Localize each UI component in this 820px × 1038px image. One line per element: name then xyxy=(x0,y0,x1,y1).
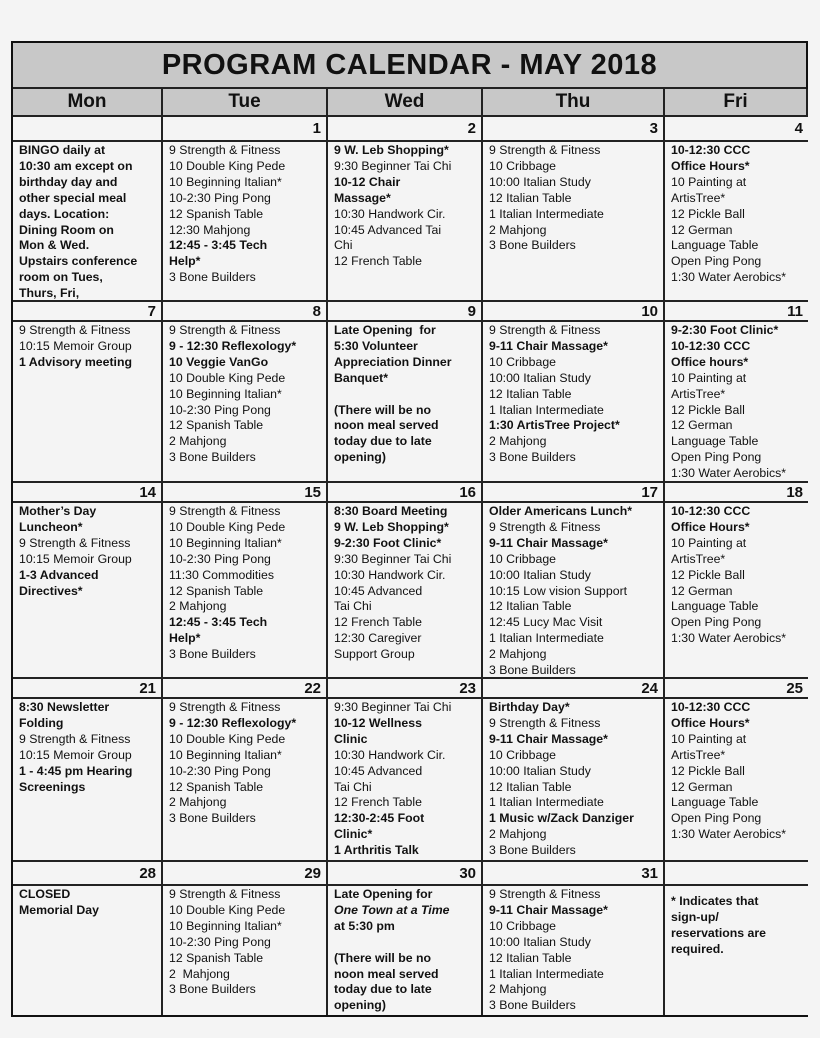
date-cell-fri: 25 xyxy=(665,679,808,699)
event-line: opening) xyxy=(334,450,386,465)
event-line: 9:30 Beginner Tai Chi xyxy=(334,551,452,566)
event-line: 10:00 Italian Study xyxy=(489,567,591,582)
event-line: Late Opening for xyxy=(334,323,436,337)
event-line: 10-12 Chair xyxy=(334,174,401,189)
event-line: Support Group xyxy=(334,647,415,662)
day-events-fri xyxy=(665,699,808,862)
event-line: 1 Arthritis Talk xyxy=(334,843,419,858)
event-line: 1:30 Water Aerobics* xyxy=(671,827,787,842)
date-cell-thu: 31 xyxy=(483,862,665,886)
event-line: Appreciation Dinner xyxy=(334,354,452,369)
date-cell-tue: 15 xyxy=(163,483,328,503)
event-line: 9 Strength & Fitness xyxy=(169,504,281,518)
event-line: Upstairs conference xyxy=(19,254,138,269)
day-events-tue xyxy=(163,886,328,1015)
event-line: 3 Bone Builders xyxy=(489,238,576,253)
event-line: ArtisTree* xyxy=(671,551,726,566)
day-events-wed xyxy=(328,322,483,483)
event-line: 12 Pickle Ball xyxy=(671,567,745,582)
event-line: 12:30 Caregiver xyxy=(334,631,422,646)
date-cell-tue: 22 xyxy=(163,679,328,699)
event-line: 10:45 Advanced xyxy=(334,763,423,778)
event-line: 10:15 Memoir Group xyxy=(19,338,132,353)
event-line: 9 W. Leb Shopping* xyxy=(334,519,449,534)
event-line: 10 Double King Pede xyxy=(169,158,286,173)
event-line: 1 Italian Intermediate xyxy=(489,966,604,981)
event-line: at 5:30 pm xyxy=(334,918,395,933)
event-line: noon meal served xyxy=(334,966,439,981)
event-line: 10:15 Memoir Group xyxy=(19,551,132,566)
event-line: 12 Italian Table xyxy=(489,779,572,794)
event-line: Help* xyxy=(169,631,201,646)
event-line: 10:45 Advanced Tai xyxy=(334,222,442,237)
day-events-wed xyxy=(328,142,483,302)
event-line: 10:15 Memoir Group xyxy=(19,747,132,762)
event-line: Screenings xyxy=(19,779,86,794)
date-cell-mon: 28 xyxy=(13,862,163,886)
event-line: 10 Double King Pede xyxy=(169,370,286,385)
event-line: 9-11 Chair Massage* xyxy=(489,902,608,917)
event-line: 10 Beginning Italian* xyxy=(169,386,282,401)
date-cell-fri xyxy=(665,862,808,886)
event-line: Late Opening for xyxy=(334,887,433,901)
event-line: Clinic xyxy=(334,731,368,746)
event-line: 10 Painting at xyxy=(671,370,747,385)
event-line: 12 Spanish Table xyxy=(169,950,264,965)
day-events-mon xyxy=(13,886,163,1015)
event-line: noon meal served xyxy=(334,418,439,433)
day-header-mon: Mon xyxy=(13,89,163,117)
event-line: birthday day and xyxy=(19,174,118,189)
event-line: 12 Spanish Table xyxy=(169,583,264,598)
event-line: ArtisTree* xyxy=(671,386,726,401)
event-line: 3 Bone Builders xyxy=(169,270,256,285)
date-cell-wed: 2 xyxy=(328,117,483,142)
event-line: Mother’s Day xyxy=(19,504,97,518)
event-line: 1 - 4:45 pm Hearing xyxy=(19,763,133,778)
day-events-thu xyxy=(483,142,665,302)
event-line: 12 German xyxy=(671,779,733,794)
event-line: 9-2:30 Foot Clinic* xyxy=(334,535,442,550)
date-cell-tue: 1 xyxy=(163,117,328,142)
event-line: 12 Italian Table xyxy=(489,190,572,205)
event-line: Older Americans Lunch* xyxy=(489,504,633,518)
event-line: 10:00 Italian Study xyxy=(489,370,591,385)
event-line: (There will be no xyxy=(334,950,432,965)
event-line: CLOSED xyxy=(19,887,71,901)
event-line: ArtisTree* xyxy=(671,190,726,205)
event-line: 12 Pickle Ball xyxy=(671,206,745,221)
event-line: 1 Advisory meeting xyxy=(19,354,132,369)
event-line: Language Table xyxy=(671,795,759,810)
event-line: 2 Mahjong xyxy=(169,795,227,810)
event-line: * Indicates that xyxy=(671,894,759,908)
event-line: Language Table xyxy=(671,238,759,253)
event-line: opening) xyxy=(334,998,386,1013)
event-line: 3 Bone Builders xyxy=(489,450,576,465)
day-events-mon xyxy=(13,142,163,302)
event-line: 10 Cribbage xyxy=(489,747,556,762)
event-line: 10 Cribbage xyxy=(489,918,556,933)
event-line: Tai Chi xyxy=(334,779,372,794)
event-line: 12:30 Mahjong xyxy=(169,222,251,237)
event-line: 3 Bone Builders xyxy=(169,450,256,465)
day-events-thu xyxy=(483,322,665,483)
event-line: 10:30 am except on xyxy=(19,158,133,173)
event-line: 2 Mahjong xyxy=(169,966,230,981)
event-line: 10-2:30 Ping Pong xyxy=(169,934,271,949)
event-line: 10:00 Italian Study xyxy=(489,174,591,189)
event-line: 3 Bone Builders xyxy=(489,843,576,858)
event-line: 10 Double King Pede xyxy=(169,731,286,746)
day-header-fri: Fri xyxy=(665,89,808,117)
event-line: 10 Beginning Italian* xyxy=(169,918,282,933)
event-line: 9 Strength & Fitness xyxy=(169,887,281,901)
calendar-grid xyxy=(13,89,806,1015)
event-line: 10 Beginning Italian* xyxy=(169,174,282,189)
event-line: 1:30 Water Aerobics* xyxy=(671,270,787,285)
event-line: 1 Italian Intermediate xyxy=(489,402,604,417)
event-line: 10 Painting at xyxy=(671,731,747,746)
date-cell-wed: 23 xyxy=(328,679,483,699)
event-line: 3 Bone Builders xyxy=(169,982,256,997)
day-events-tue xyxy=(163,503,328,679)
event-line: 9 Strength & Fitness xyxy=(169,143,281,157)
event-line: 1 Italian Intermediate xyxy=(489,206,604,221)
day-events-fri xyxy=(665,142,808,302)
event-line: 10:00 Italian Study xyxy=(489,763,591,778)
event-line: 9 Strength & Fitness xyxy=(19,535,131,550)
event-line: required. xyxy=(671,941,724,956)
event-line: Tai Chi xyxy=(334,599,372,614)
event-line: 1 Italian Intermediate xyxy=(489,795,604,810)
event-line: 9 Strength & Fitness xyxy=(489,519,601,534)
event-line: 10 Cribbage xyxy=(489,158,556,173)
event-line: 12 Pickle Ball xyxy=(671,402,745,417)
event-line: 10 Painting at xyxy=(671,174,747,189)
event-line: 10:30 Handwork Cir. xyxy=(334,206,446,221)
event-line: 2 Mahjong xyxy=(489,647,547,662)
date-cell-tue: 29 xyxy=(163,862,328,886)
event-line: 10-12:30 CCC xyxy=(671,504,751,518)
event-line: 5:30 Volunteer xyxy=(334,338,418,353)
day-events-fri xyxy=(665,886,808,1015)
event-line: 10-12:30 CCC xyxy=(671,700,751,714)
event-line: 10:00 Italian Study xyxy=(489,934,591,949)
day-events-thu xyxy=(483,503,665,679)
event-line: 8:30 Newsletter xyxy=(19,700,110,714)
day-events-mon xyxy=(13,322,163,483)
event-line: Memorial Day xyxy=(19,902,99,917)
event-line: 9 Strength & Fitness xyxy=(169,323,281,337)
event-line: 3 Bone Builders xyxy=(489,998,576,1013)
event-line: 10-12:30 CCC xyxy=(671,338,751,353)
event-line: Clinic* xyxy=(334,827,373,842)
event-line: 9 Strength & Fitness xyxy=(489,715,601,730)
day-header-wed: Wed xyxy=(328,89,483,117)
event-line: 9 Strength & Fitness xyxy=(489,143,601,157)
event-line: BINGO daily at xyxy=(19,143,106,157)
day-events-tue xyxy=(163,699,328,862)
event-line: 1:30 ArtisTree Project* xyxy=(489,418,620,433)
event-line: (There will be no xyxy=(334,402,432,417)
event-line: 12 German xyxy=(671,222,733,237)
calendar-title: PROGRAM CALENDAR - MAY 2018 xyxy=(13,43,806,89)
event-line: Mon & Wed. xyxy=(19,238,90,253)
day-header-tue: Tue xyxy=(163,89,328,117)
event-line: Chi xyxy=(334,238,353,253)
day-events-fri xyxy=(665,322,808,483)
event-line: 2 Mahjong xyxy=(489,982,547,997)
event-line: 12 Italian Table xyxy=(489,599,572,614)
date-cell-fri: 4 xyxy=(665,117,808,142)
event-line: sign-up/ xyxy=(671,909,719,924)
event-line: 1-3 Advanced xyxy=(19,567,99,582)
day-events-thu xyxy=(483,886,665,1015)
event-line: 10-2:30 Ping Pong xyxy=(169,190,271,205)
event-line: 10 Double King Pede xyxy=(169,519,286,534)
event-line: 12:30-2:45 Foot xyxy=(334,811,425,826)
event-line: 10 Beginning Italian* xyxy=(169,747,282,762)
event-line: 12 French Table xyxy=(334,254,422,269)
date-cell-thu: 10 xyxy=(483,302,665,322)
event-line: 10 Cribbage xyxy=(489,354,556,369)
event-line: 9 Strength & Fitness xyxy=(169,700,281,714)
date-cell-fri: 11 xyxy=(665,302,808,322)
event-line: One Town at a Time xyxy=(334,902,450,917)
event-line: reservations are xyxy=(671,925,767,940)
event-line: 10:30 Handwork Cir. xyxy=(334,747,446,762)
day-events-tue xyxy=(163,142,328,302)
event-line: 10-2:30 Ping Pong xyxy=(169,402,271,417)
day-header-thu: Thu xyxy=(483,89,665,117)
event-line: Open Ping Pong xyxy=(671,811,762,826)
event-line: 9:30 Beginner Tai Chi xyxy=(334,700,452,714)
event-line: Dining Room on xyxy=(19,222,114,237)
event-line: 10-12 Wellness xyxy=(334,715,422,730)
event-line: 12 French Table xyxy=(334,795,422,810)
event-line: Banquet* xyxy=(334,370,388,385)
date-cell-thu: 3 xyxy=(483,117,665,142)
event-line: 1 Music w/Zack Danziger xyxy=(489,811,634,826)
date-cell-wed: 16 xyxy=(328,483,483,503)
day-events-fri xyxy=(665,503,808,679)
event-line: 2 Mahjong xyxy=(169,599,227,614)
event-line: 12 German xyxy=(671,418,733,433)
event-line: today due to late xyxy=(334,982,432,997)
event-line: 10:45 Advanced xyxy=(334,583,423,598)
event-line: Birthday Day* xyxy=(489,700,570,714)
event-line: 12 Spanish Table xyxy=(169,206,264,221)
event-line: 12 Spanish Table xyxy=(169,418,264,433)
date-cell-mon: 7 xyxy=(13,302,163,322)
event-line: Massage* xyxy=(334,190,391,205)
event-line: ArtisTree* xyxy=(671,747,726,762)
event-line: 9 - 12:30 Reflexology* xyxy=(169,338,297,353)
event-line: 12:45 - 3:45 Tech xyxy=(169,238,268,253)
event-line: 9 Strength & Fitness xyxy=(19,731,131,746)
event-line: 9 Strength & Fitness xyxy=(489,887,601,901)
date-cell-wed: 30 xyxy=(328,862,483,886)
date-cell-mon xyxy=(13,117,163,142)
event-line: Open Ping Pong xyxy=(671,615,762,630)
event-line: today due to late xyxy=(334,434,432,449)
event-line: 10 Beginning Italian* xyxy=(169,535,282,550)
event-line: 10-2:30 Ping Pong xyxy=(169,763,271,778)
event-line: 1:30 Water Aerobics* xyxy=(671,466,787,481)
event-line: 3 Bone Builders xyxy=(169,811,256,826)
date-cell-mon: 14 xyxy=(13,483,163,503)
event-line: 9-11 Chair Massage* xyxy=(489,338,608,353)
event-line: 1 Italian Intermediate xyxy=(489,631,604,646)
day-events-mon xyxy=(13,699,163,862)
event-line: 9-11 Chair Massage* xyxy=(489,731,608,746)
event-line: 12 Italian Table xyxy=(489,950,572,965)
date-cell-tue: 8 xyxy=(163,302,328,322)
event-line: Office Hours* xyxy=(671,519,750,534)
event-line: 9 - 12:30 Reflexology* xyxy=(169,715,297,730)
event-line: 10 Painting at xyxy=(671,535,747,550)
event-line: 2 Mahjong xyxy=(489,434,547,449)
event-line: 9 W. Leb Shopping* xyxy=(334,143,449,157)
event-line: 3 Bone Builders xyxy=(169,647,256,662)
event-line: Language Table xyxy=(671,599,759,614)
spacer xyxy=(334,935,477,951)
event-line: 9-2:30 Foot Clinic* xyxy=(671,323,779,337)
event-line: 12 Pickle Ball xyxy=(671,763,745,778)
event-line: other special meal xyxy=(19,190,127,205)
event-line: 10 Veggie VanGo xyxy=(169,354,269,369)
event-line: 9 Strength & Fitness xyxy=(19,323,131,337)
event-line: Office hours* xyxy=(671,354,749,369)
date-cell-thu: 17 xyxy=(483,483,665,503)
date-cell-mon: 21 xyxy=(13,679,163,699)
event-line: 10:15 Low vision Support xyxy=(489,583,628,598)
day-events-wed xyxy=(328,886,483,1015)
event-line: 10-2:30 Ping Pong xyxy=(169,551,271,566)
event-line: room on Tues, xyxy=(19,270,103,285)
event-line: 9-11 Chair Massage* xyxy=(489,535,608,550)
event-line: Help* xyxy=(169,254,201,269)
event-line: 10 Cribbage xyxy=(489,551,556,566)
spacer xyxy=(334,387,477,403)
event-line: 11:30 Commodities xyxy=(169,567,275,582)
event-line: Office Hours* xyxy=(671,715,750,730)
event-line: 10-12:30 CCC xyxy=(671,143,751,157)
date-cell-thu: 24 xyxy=(483,679,665,699)
event-line: 2 Mahjong xyxy=(489,222,547,237)
event-line: Thurs, Fri, xyxy=(19,286,80,301)
event-line: 1:30 Water Aerobics* xyxy=(671,631,787,646)
event-line: Language Table xyxy=(671,434,759,449)
event-line: Directives* xyxy=(19,583,83,598)
event-line: 3 Bone Builders xyxy=(489,663,576,678)
program-calendar xyxy=(11,41,808,1017)
day-events-thu xyxy=(483,699,665,862)
day-events-wed xyxy=(328,503,483,679)
event-line: Open Ping Pong xyxy=(671,450,762,465)
event-line: 12:45 Lucy Mac Visit xyxy=(489,615,603,630)
event-line: Luncheon* xyxy=(19,519,83,534)
date-cell-fri: 18 xyxy=(665,483,808,503)
event-line: days. Location: xyxy=(19,206,110,221)
event-line: 10 Double King Pede xyxy=(169,902,286,917)
event-line: 8:30 Board Meeting xyxy=(334,504,448,518)
event-line: 12:45 - 3:45 Tech xyxy=(169,615,268,630)
event-line: Open Ping Pong xyxy=(671,254,762,269)
event-line: Folding xyxy=(19,715,64,730)
event-line: 9:30 Beginner Tai Chi xyxy=(334,158,452,173)
event-line: 2 Mahjong xyxy=(489,827,547,842)
event-line: 2 Mahjong xyxy=(169,434,227,449)
event-line: 12 Spanish Table xyxy=(169,779,264,794)
event-line: 12 French Table xyxy=(334,615,422,630)
date-cell-wed: 9 xyxy=(328,302,483,322)
day-events-wed xyxy=(328,699,483,862)
day-events-tue xyxy=(163,322,328,483)
event-line: 12 German xyxy=(671,583,733,598)
event-line: 10:30 Handwork Cir. xyxy=(334,567,446,582)
event-line: Office Hours* xyxy=(671,158,750,173)
day-events-mon xyxy=(13,503,163,679)
event-line: 9 Strength & Fitness xyxy=(489,323,601,337)
event-line: 12 Italian Table xyxy=(489,386,572,401)
